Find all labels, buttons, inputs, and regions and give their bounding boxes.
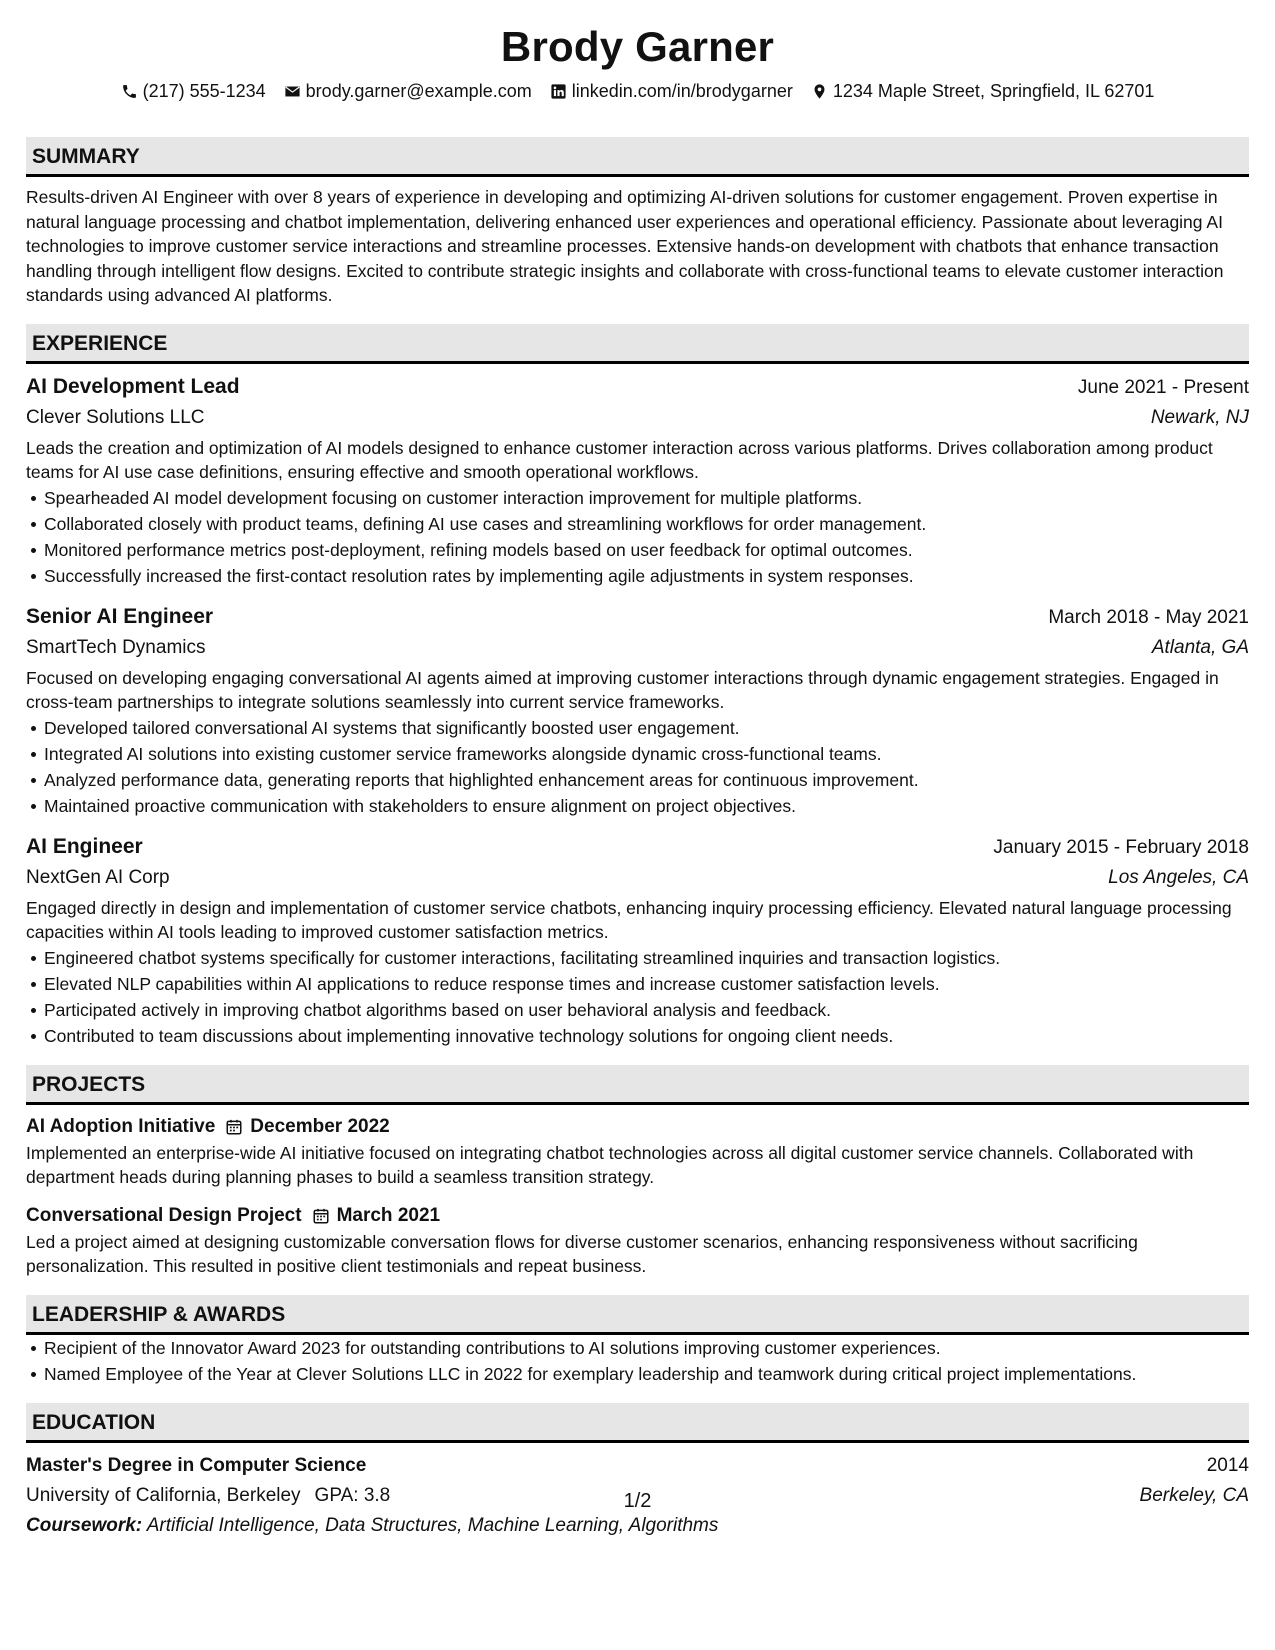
job-bullets: [26, 715, 1249, 819]
job-description: Leads the creation and optimization of AI models designed to enhance customer interaction across various platforms. Drives collaboration among product teams for AI use case definitions, ensuring effective and smooth operational workflows.: [26, 437, 1213, 482]
leadership-heading: LEADERSHIP & AWARDS: [26, 1295, 1249, 1335]
projects-section: [26, 1065, 1249, 1279]
contact-phone: [121, 81, 266, 102]
list-item: Recipient of the Innovator Award 2023 for outstanding contributions to AI solutions improving customer experiences.: [44, 1335, 1249, 1361]
experience-heading: EXPERIENCE: [26, 324, 1249, 364]
gpa: GPA: 3.8: [314, 1484, 391, 1506]
degree-title: Master's Degree in Computer Science: [26, 1454, 367, 1476]
phone-number[interactable]: (217) 555-1234: [142, 80, 266, 101]
project-description: Implemented an enterprise-wide AI initiative focused on integrating chatbot technologies across all digital customer service channels. Collaborated with department heads during planning phases to build a seamless transition strategy.: [26, 1142, 1194, 1187]
job-location: Newark, NJ: [1150, 406, 1249, 428]
job-entry: [26, 372, 1249, 589]
job-title: AI Development Lead: [26, 374, 240, 398]
list-item: Developed tailored conversational AI systems that significantly boosted user engagement.: [44, 715, 1249, 741]
job-location: Atlanta, GA: [1151, 636, 1249, 658]
list-item: Named Employee of the Year at Clever Solutions LLC in 2022 for exemplary leadership and teamwork during critical project implementations.: [44, 1361, 1249, 1387]
list-item: Integrated AI solutions into existing customer service frameworks alongside dynamic cross-functional teams.: [44, 741, 1249, 767]
school-name: University of California, Berkeley: [26, 1484, 301, 1506]
job-description: Focused on developing engaging conversational AI agents aimed at improving customer interactions through dynamic engagement strategies. Engaged in cross-team partnerships to integrate solutions seamlessly into current service frameworks.: [26, 667, 1219, 712]
awards-list: [26, 1335, 1249, 1387]
job-title: AI Engineer: [26, 834, 143, 858]
map-pin-icon: [811, 83, 828, 100]
project-date: March 2021: [336, 1204, 441, 1226]
school-location: Berkeley, CA: [1139, 1484, 1249, 1506]
job-company: Clever Solutions LLC: [26, 406, 205, 428]
leadership-section: [26, 1295, 1249, 1387]
contact-email: [284, 81, 532, 102]
coursework-label: Coursework:: [26, 1514, 143, 1536]
list-item: Monitored performance metrics post-deployment, refining models based on user feedback for optimal outcomes.: [44, 537, 1249, 563]
job-entry: [26, 832, 1249, 1049]
calendar-icon: [312, 1207, 330, 1225]
contact-bar: [26, 78, 1249, 104]
linkedin-icon: [550, 83, 567, 100]
summary-text: Results-driven AI Engineer with over 8 years of experience in developing and optimizing AI-driven solutions for customer engagement. Proven expertise in natural language processing and chatbot implementation, delivering enhanced user experiences and operational efficiency. Passionate about leveraging AI technologies to improve customer service interactions and streamline processes. Extensive hands-on development with chatbots that enhance transaction handling through intelligent flow designs. Excited to contribute strategic insights and collaborate with cross-functional teams to elevate customer interaction standards using advanced AI platforms.: [26, 187, 1224, 305]
project-date: December 2022: [250, 1115, 390, 1137]
job-entry: [26, 602, 1249, 819]
experience-section: [26, 324, 1249, 1049]
page-number: 1/2: [623, 1490, 652, 1512]
project-entry: [26, 1113, 1249, 1190]
job-dates: June 2021 - Present: [1077, 376, 1249, 398]
project-description: Led a project aimed at designing customizable conversation flows for diverse customer scenarios, enhancing responsiveness without sacrificing personalization. This resulted in positive client testimonials and repeat business.: [26, 1231, 1138, 1276]
calendar-icon: [225, 1118, 243, 1136]
list-item: Engineered chatbot systems specifically for customer interactions, facilitating streamlined inquiries and transaction logistics.: [44, 945, 1249, 971]
phone-icon: [121, 83, 138, 100]
summary-section: [26, 137, 1249, 308]
list-item: Elevated NLP capabilities within AI applications to reduce response times and increase customer satisfaction levels.: [44, 971, 1249, 997]
list-item: Spearheaded AI model development focusing on customer interaction improvement for multiple platforms.: [44, 485, 1249, 511]
candidate-name: Brody Garner: [500, 23, 775, 70]
graduation-year: 2014: [1206, 1454, 1249, 1476]
list-item: Collaborated closely with product teams, defining AI use cases and streamlining workflows for order management.: [44, 511, 1249, 537]
job-description: Engaged directly in design and implementation of customer service chatbots, enhancing inquiry processing efficiency. Elevated natural language processing capacities within AI tools leading to improved customer satisfaction metrics.: [26, 897, 1232, 942]
summary-heading: SUMMARY: [26, 137, 1249, 177]
email-link[interactable]: brody.garner@example.com: [305, 80, 532, 101]
address-text: 1234 Maple Street, Springfield, IL 62701: [832, 80, 1155, 101]
list-item: Participated actively in improving chatbot algorithms based on user behavioral analysis and feedback.: [44, 997, 1249, 1023]
list-item: Contributed to team discussions about implementing innovative technology solutions for ongoing client needs.: [44, 1023, 1249, 1049]
job-location: Los Angeles, CA: [1108, 866, 1249, 888]
contact-linkedin: [550, 81, 793, 102]
job-title: Senior AI Engineer: [26, 604, 214, 628]
job-company: SmartTech Dynamics: [26, 636, 206, 658]
education-section: [26, 1403, 1249, 1541]
linkedin-link[interactable]: linkedin.com/in/brodygarner: [571, 80, 793, 101]
job-bullets: [26, 945, 1249, 1049]
job-dates: January 2015 - February 2018: [993, 836, 1249, 858]
envelope-icon: [284, 83, 301, 100]
education-heading: EDUCATION: [26, 1403, 1249, 1443]
coursework-list: Artificial Intelligence, Data Structures, Machine Learning, Algorithms: [146, 1514, 719, 1536]
project-name: AI Adoption Initiative: [26, 1115, 216, 1137]
coursework: [26, 1511, 1249, 1541]
job-bullets: [26, 485, 1249, 589]
list-item: Maintained proactive communication with stakeholders to ensure alignment on project objectives.: [44, 793, 1249, 819]
project-entry: [26, 1202, 1249, 1279]
project-name: Conversational Design Project: [26, 1204, 302, 1226]
projects-heading: PROJECTS: [26, 1065, 1249, 1105]
job-dates: March 2018 - May 2021: [1048, 606, 1249, 628]
list-item: Analyzed performance data, generating reports that highlighted enhancement areas for continuous improvement.: [44, 767, 1249, 793]
job-company: NextGen AI Corp: [26, 866, 170, 888]
contact-address: [811, 81, 1155, 102]
list-item: Successfully increased the first-contact resolution rates by implementing agile adjustments in system responses.: [44, 563, 1249, 589]
